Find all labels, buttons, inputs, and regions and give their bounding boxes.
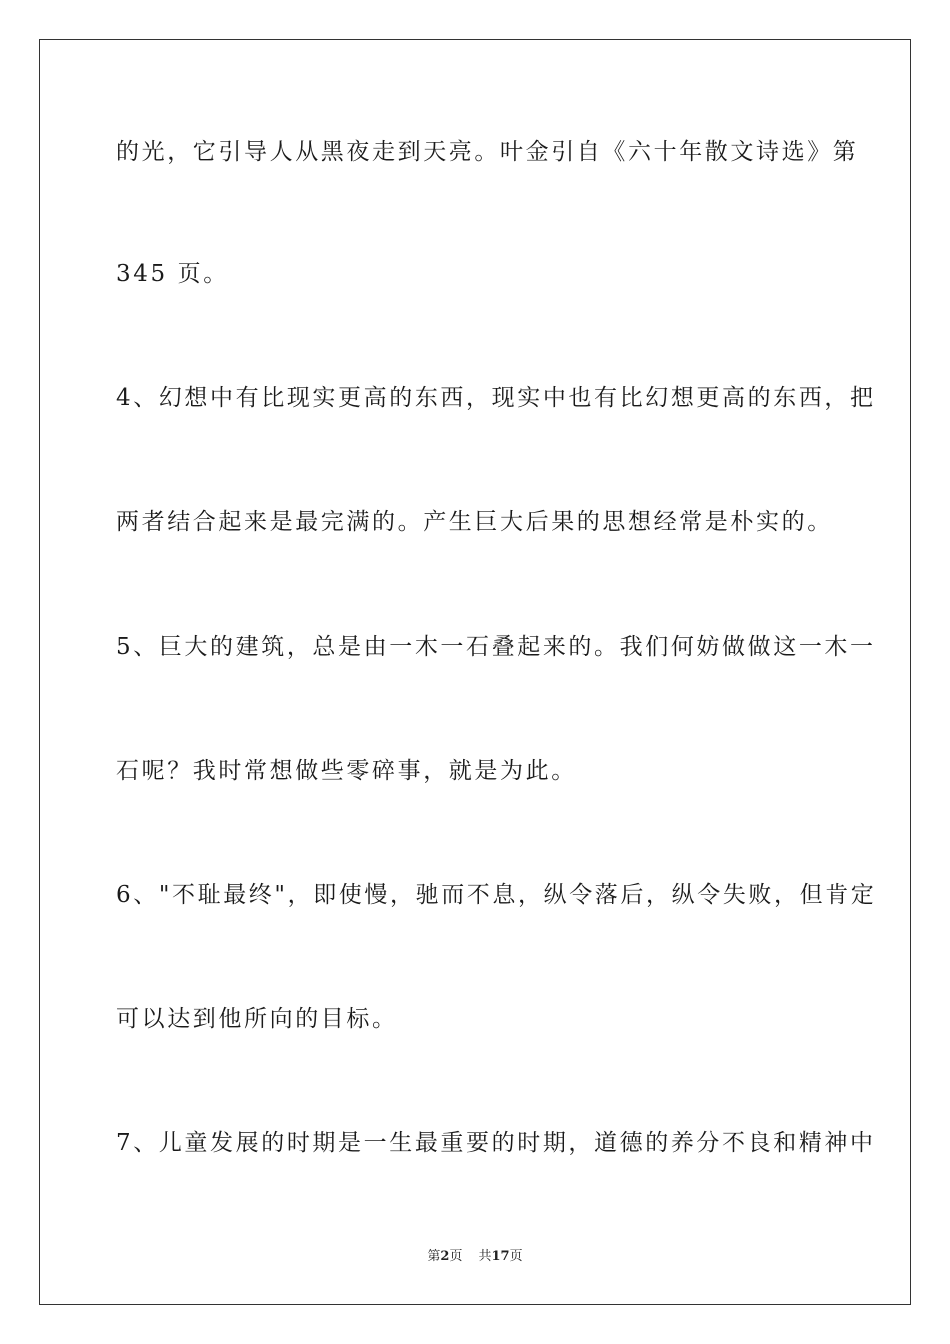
text-line-1: 的光，它引导人从黑夜走到天亮。叶金引自《六十年散文诗选》第 bbox=[116, 139, 859, 165]
text-line-9: 7、儿童发展的时期是一生最重要的时期，道德的养分不良和精神中 bbox=[116, 1130, 876, 1156]
total-pages: 17 bbox=[491, 1249, 510, 1264]
text-line-5: 5、巨大的建筑，总是由一木一石叠起来的。我们何妨做做这一木一 bbox=[116, 634, 876, 660]
text-line-2: 345 页。 bbox=[116, 261, 229, 287]
page-prefix: 第 bbox=[427, 1249, 441, 1264]
total-prefix: 共 bbox=[478, 1249, 492, 1264]
page-footer bbox=[0, 1245, 950, 1264]
page-border bbox=[39, 39, 911, 1305]
text-line-7: 6、"不耻最终"，即使慢，驰而不息，纵令落后，纵令失败，但肯定 bbox=[116, 882, 877, 908]
text-line-4: 两者结合起来是最完满的。产生巨大后果的思想经常是朴实的。 bbox=[116, 509, 833, 535]
text-line-6: 石呢？我时常想做些零碎事，就是为此。 bbox=[116, 758, 577, 784]
total-suffix: 页 bbox=[509, 1249, 523, 1264]
page-suffix: 页 bbox=[449, 1249, 463, 1264]
page-number: 2 bbox=[440, 1249, 450, 1264]
text-line-3: 4、幻想中有比现实更高的东西，现实中也有比幻想更高的东西，把 bbox=[116, 385, 876, 411]
text-line-8: 可以达到他所向的目标。 bbox=[116, 1006, 398, 1032]
